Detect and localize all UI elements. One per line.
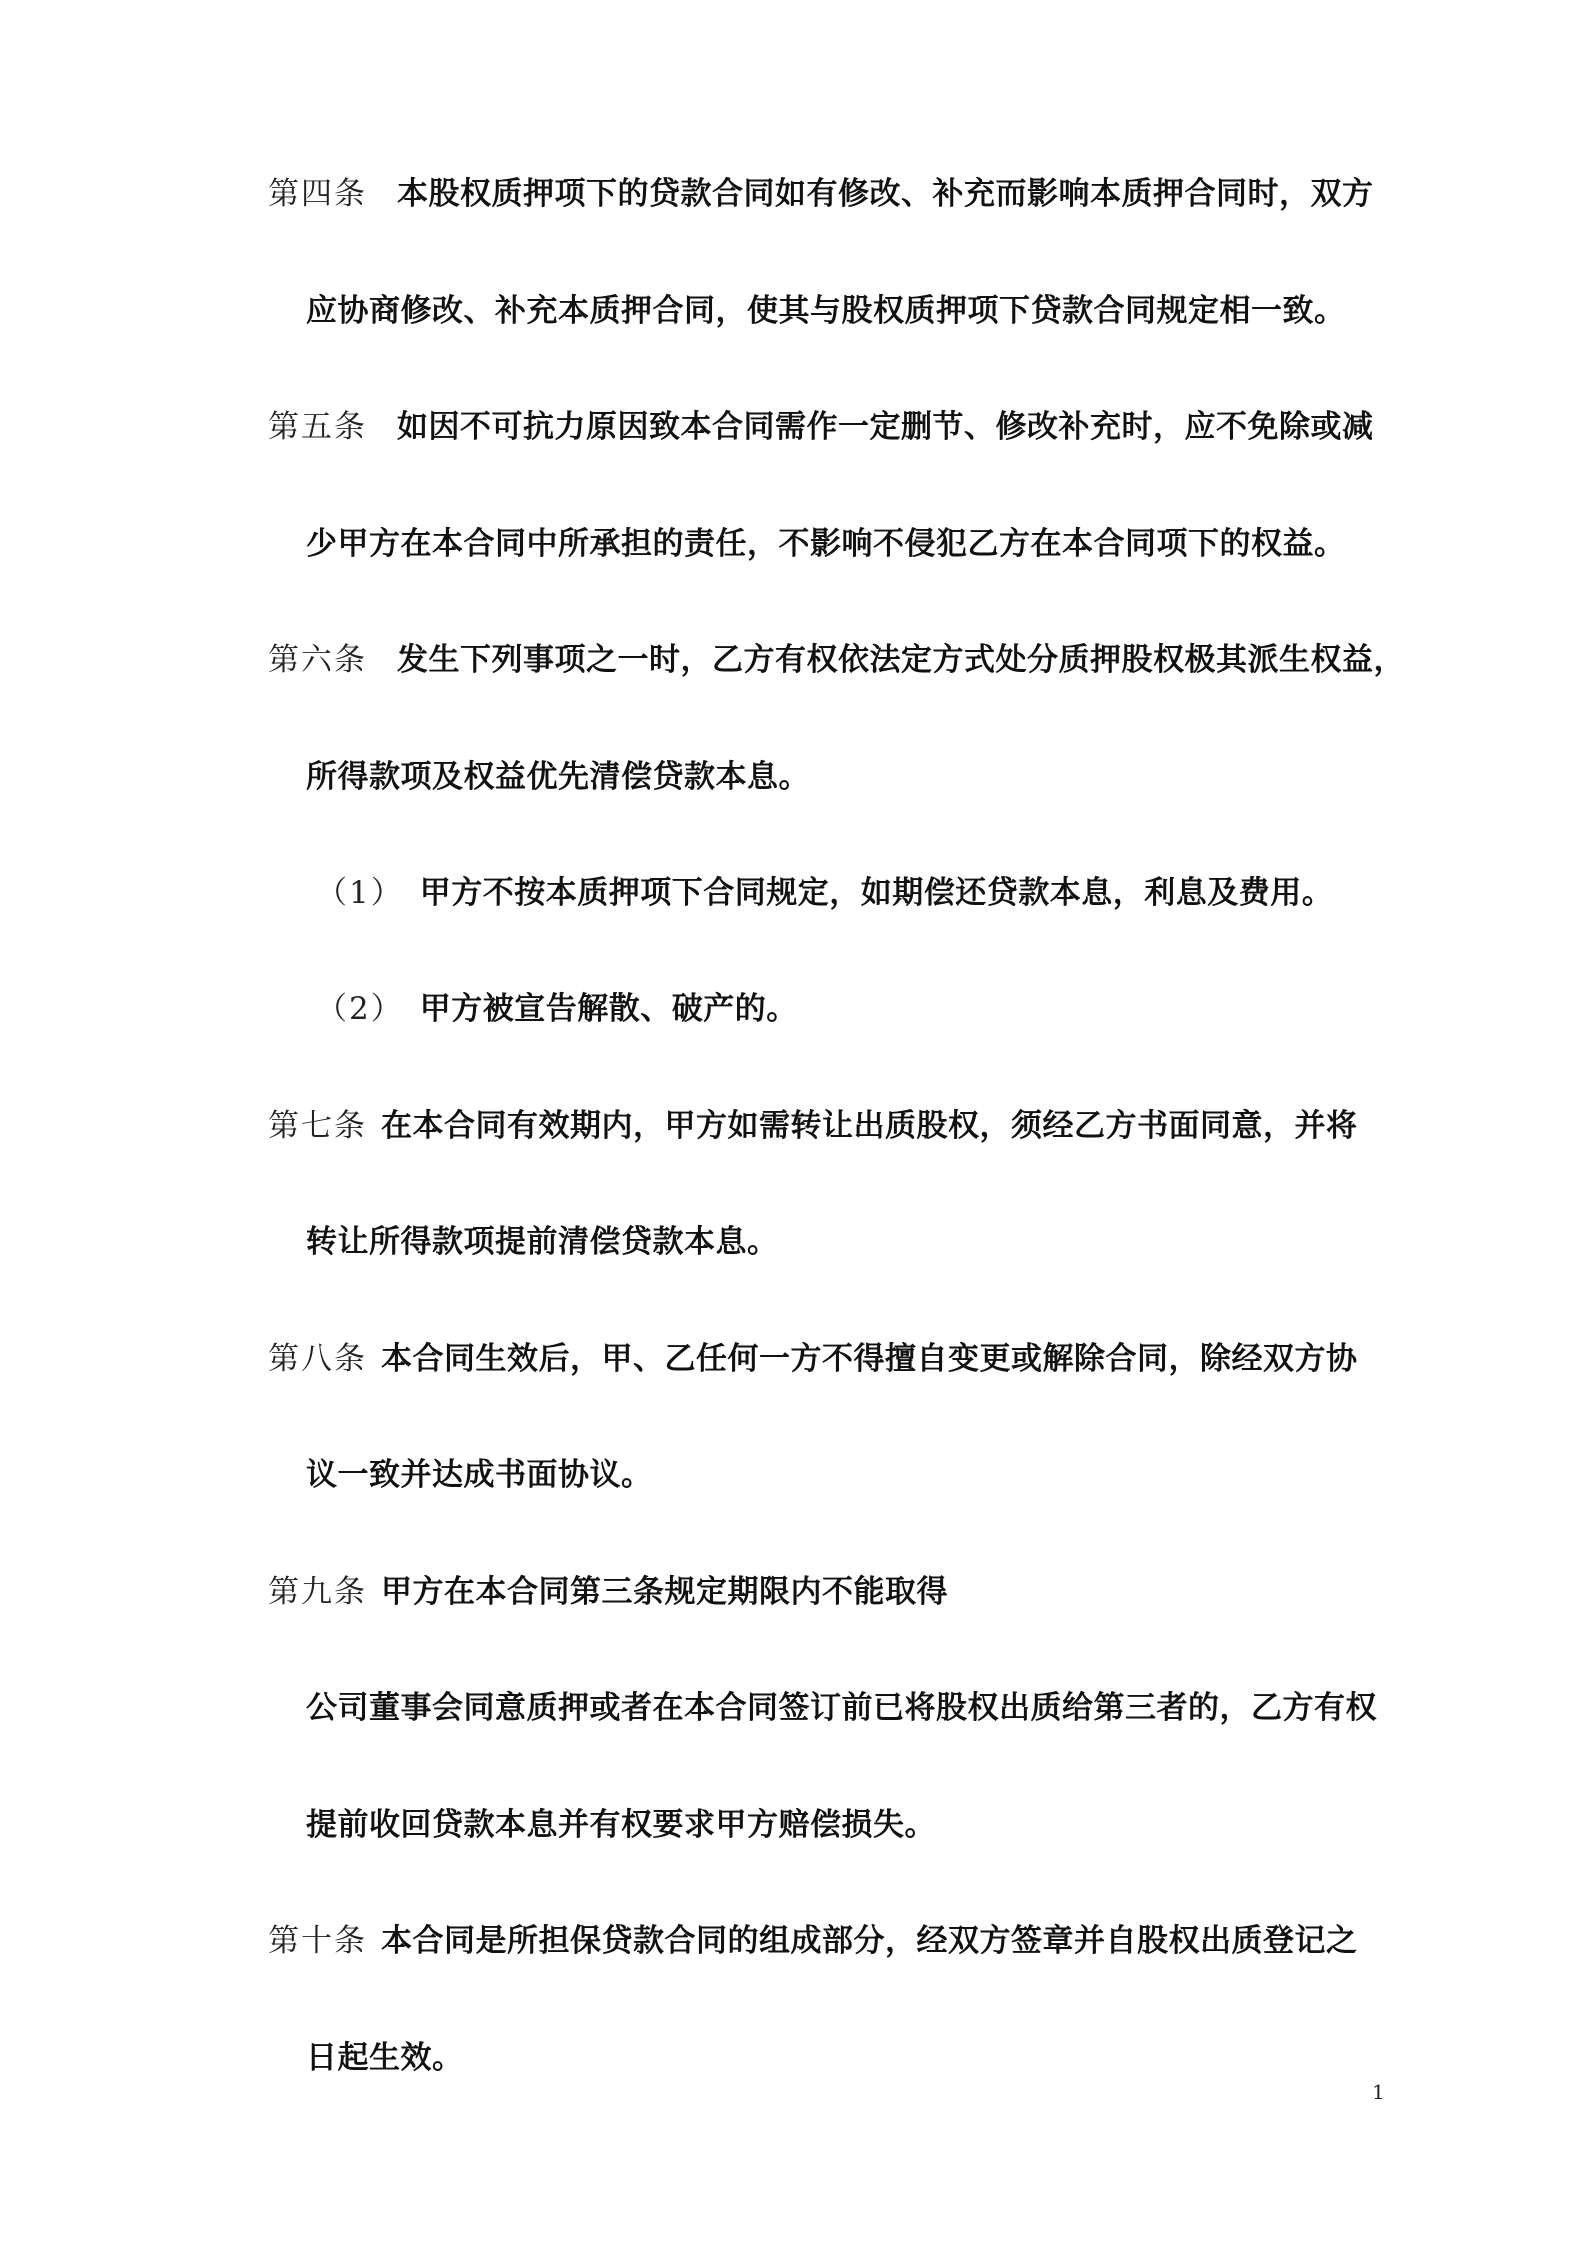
article-5-line-2: 少甲方在本合同中所承担的责任，不影响不侵犯乙方在本合同项下的权益。	[306, 526, 1346, 562]
article-9-line-3: 提前收回贷款本息并有权要求甲方赔偿损失。	[306, 1807, 936, 1843]
article-5-text-1: 如因不可抗力原因致本合同需作一定删节、修改补充时，应不免除或减	[397, 409, 1374, 445]
article-7-label: 第七条	[268, 1108, 367, 1144]
article-4-text-1: 本股权质押项下的贷款合同如有修改、补充而影响本质押合同时，双方	[397, 176, 1374, 212]
article-10-label: 第十条	[268, 1923, 367, 1959]
article-8-line-1	[268, 1339, 1358, 1379]
article-5-label: 第五条	[268, 409, 367, 445]
article-9-text-1: 甲方在本合同第三条规定期限内不能取得	[381, 1574, 948, 1610]
article-4-label: 第四条	[268, 176, 367, 212]
article-9-line-2: 公司董事会同意质押或者在本合同签订前已将股权出质给第三者的，乙方有权	[306, 1690, 1377, 1726]
article-6-item-2-text: 甲方被宣告解散、破产的。	[419, 991, 798, 1027]
article-4-line-2: 应协商修改、补充本质押合同，使其与股权质押项下贷款合同规定相一致。	[306, 293, 1346, 329]
article-6-item-2	[316, 989, 798, 1029]
article-8-label: 第八条	[268, 1341, 367, 1377]
article-7-line-1	[268, 1106, 1358, 1146]
article-7-line-2: 转让所得款项提前清偿贷款本息。	[306, 1224, 779, 1260]
article-4-line-1	[268, 174, 1374, 214]
article-8-text-1: 本合同生效后，甲、乙任何一方不得擅自变更或解除合同，除经双方协	[381, 1341, 1358, 1377]
article-6-item-1-label: （1）	[316, 875, 404, 911]
article-6-text-1: 发生下列事项之一时，乙方有权依法定方式处分质押股权极其派生权益，	[397, 642, 1405, 678]
article-6-line-1	[268, 640, 1405, 680]
page-number: 1	[1372, 2080, 1385, 2104]
article-10-text-1: 本合同是所担保贷款合同的组成部分，经双方签章并自股权出质登记之	[381, 1923, 1358, 1959]
article-5-line-1	[268, 407, 1374, 447]
article-6-label: 第六条	[268, 642, 367, 678]
article-9-line-1	[268, 1572, 948, 1612]
article-8-line-2: 议一致并达成书面协议。	[306, 1457, 653, 1493]
article-6-line-2: 所得款项及权益优先清偿贷款本息。	[306, 759, 810, 795]
article-9-label: 第九条	[268, 1574, 367, 1610]
article-6-item-1-text: 甲方不按本质押项下合同规定，如期偿还贷款本息，利息及费用。	[419, 875, 1334, 911]
article-6-item-2-label: （2）	[316, 991, 404, 1027]
article-10-line-1	[268, 1921, 1358, 1961]
article-7-text-1: 在本合同有效期内，甲方如需转让出质股权，须经乙方书面同意，并将	[381, 1108, 1358, 1144]
article-10-line-2: 日起生效。	[306, 2040, 464, 2076]
article-6-item-1	[316, 873, 1333, 913]
